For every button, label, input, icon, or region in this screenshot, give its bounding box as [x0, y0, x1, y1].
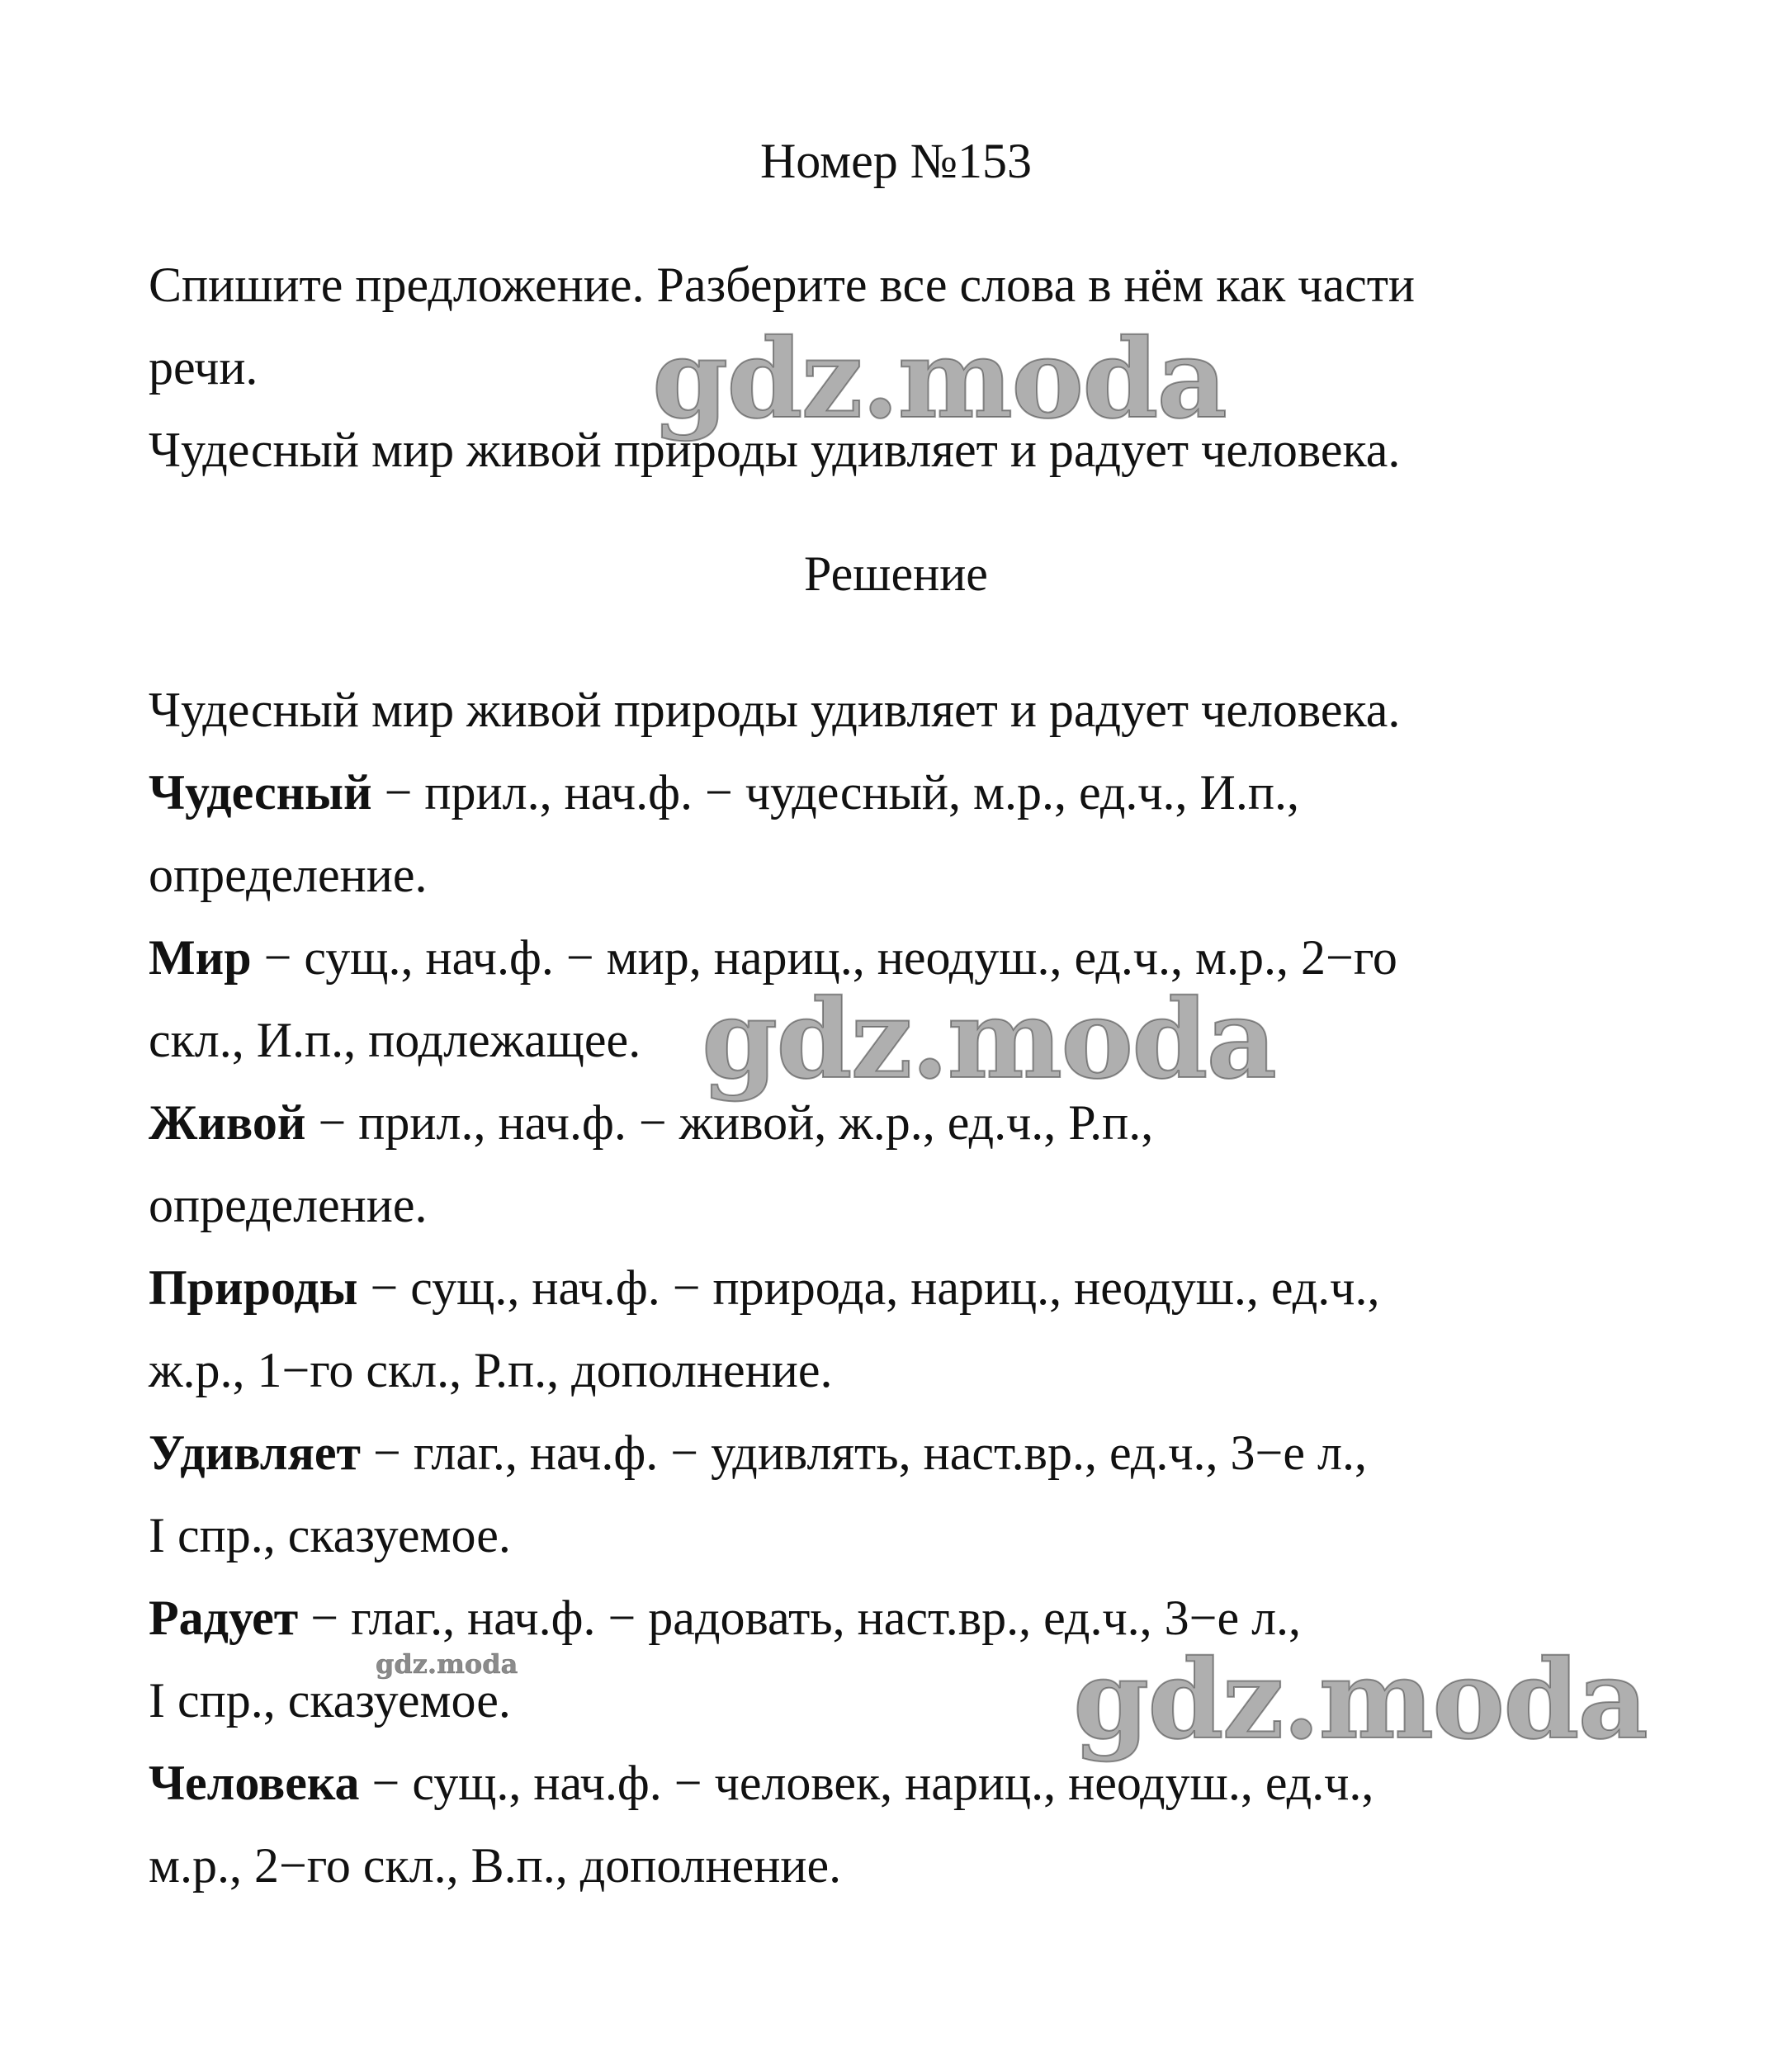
watermark-logo: gdz.moda [652, 315, 1227, 443]
parsed-word: Радует [149, 1591, 299, 1645]
parse-details-cont: определение. [149, 1178, 428, 1232]
parsed-word: Человека [149, 1756, 360, 1810]
solution-sentence: Чудесный мир живой природы удивляет и радует человека. [149, 683, 1401, 737]
task-text-line-2: речи. [149, 340, 258, 395]
watermark-logo: gdz.moda [1073, 1636, 1648, 1764]
parse-details-cont: м.р., 2−го скл., В.п., дополнение. [149, 1838, 842, 1893]
parse-entry [149, 1259, 1379, 1317]
task-sentence: Чудесный мир живой природы удивляет и радует человека. [149, 423, 1401, 477]
watermark-logo-small: gdz.moda [376, 1648, 518, 1680]
parse-details: − сущ., нач.ф. − человек, нариц., неодуш., ед.ч., [359, 1756, 1374, 1810]
parsed-word: Живой [149, 1095, 306, 1150]
parse-entry [149, 764, 1299, 821]
parse-details: − прил., нач.ф. − живой, ж.р., ед.ч., Р.п., [305, 1095, 1154, 1150]
parse-details-cont: ж.р., 1−го скл., Р.п., дополнение. [149, 1343, 833, 1397]
parse-details: − сущ., нач.ф. − природа, нариц., неодуш., ед.ч., [357, 1260, 1380, 1315]
parse-details-cont: I спр., сказуемое. [149, 1508, 511, 1563]
page-title: Номер №153 [759, 134, 1033, 188]
parse-details-cont: I спр., сказуемое. [149, 1673, 511, 1728]
task-text-line-1: Спишите предложение. Разберите все слова в нём как части [149, 258, 1416, 312]
watermark-logo: gdz.moda [702, 976, 1276, 1104]
parse-details-cont: определение. [149, 848, 428, 902]
parse-details: − глаг., нач.ф. − радовать, наст.вр., ед.ч., 3−е л., [298, 1591, 1302, 1645]
parse-details-cont: скл., И.п., подлежащее. [149, 1013, 641, 1067]
parse-details: − глаг., нач.ф. − удивлять, наст.вр., ед.ч., 3−е л., [361, 1425, 1367, 1480]
solution-heading: Решение [804, 546, 988, 601]
parsed-word: Чудесный [149, 765, 372, 820]
parsed-word: Удивляет [149, 1425, 362, 1480]
parse-entry [149, 1424, 1367, 1482]
parse-details: − прил., нач.ф. − чудесный, м.р., ед.ч., И.п., [371, 765, 1299, 820]
parse-details: − сущ., нач.ф. − мир, нариц., неодуш., ед.ч., м.р., 2−го [251, 930, 1397, 985]
parsed-word: Мир [149, 930, 252, 985]
parsed-word: Природы [149, 1260, 358, 1315]
